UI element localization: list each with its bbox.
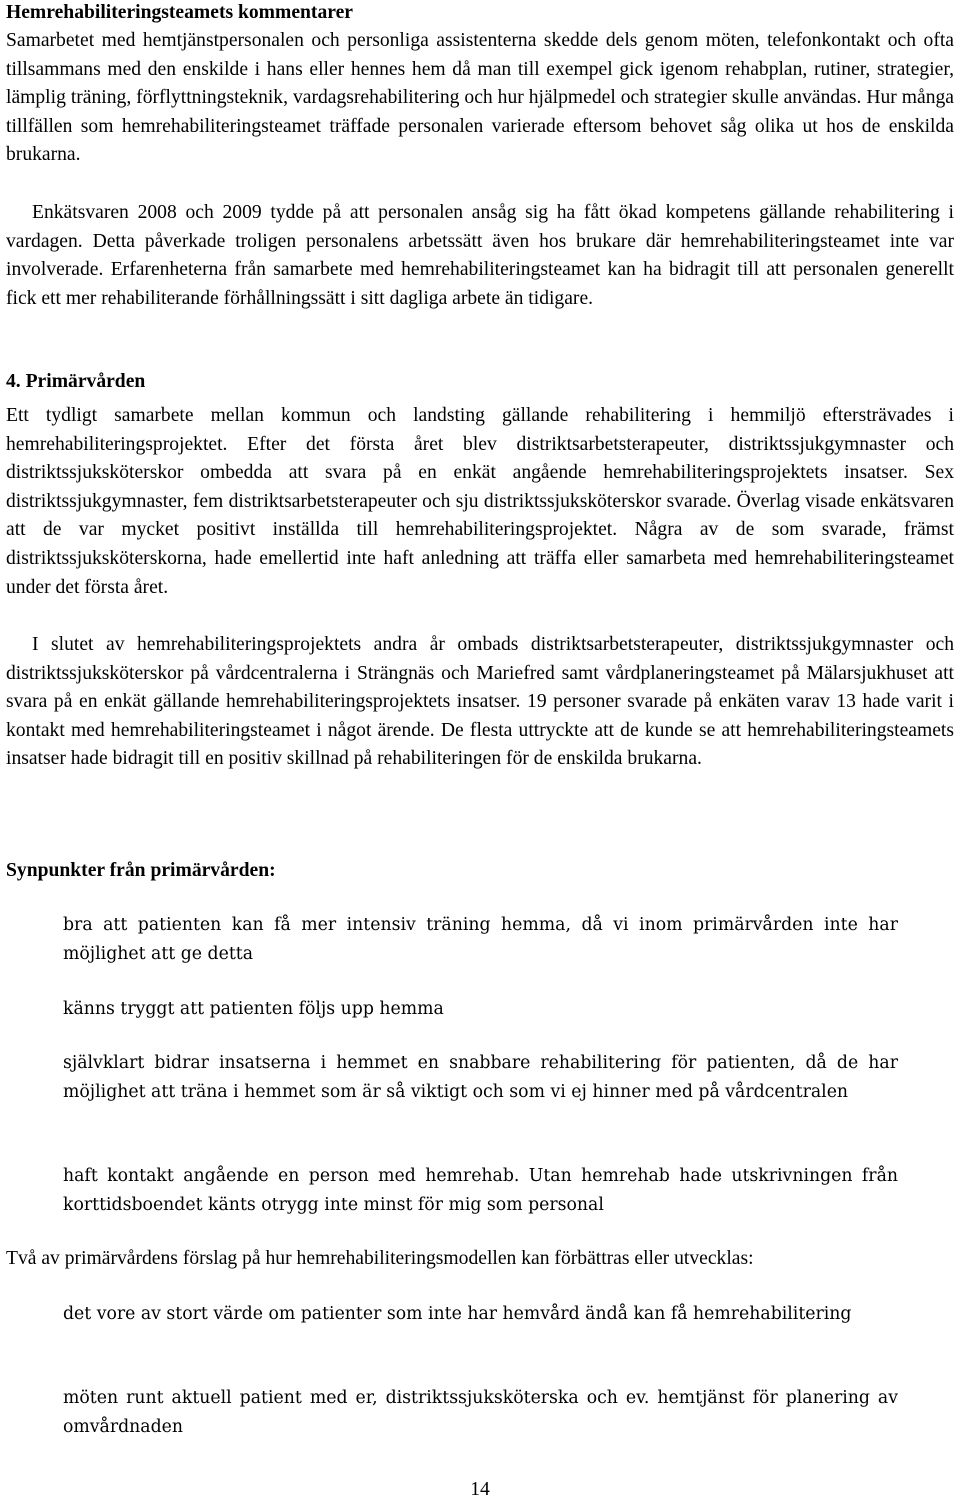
paragraph-comments-1: Samarbetet med hemtjänstpersonalen och personliga assistenterna skedde dels genom möten, telefonkontakt och ofta tillsammans med den enskilde i hans eller hennes hem då man till exempel gick igenom rehabplan, rutiner, strategier, lämplig träning, förflyttningsteknik, vardagsrehabilitering och hur hjälpmedel och strategier skulle användas. Hur många tillfällen som hemrehabiliteringsteamet träffade personalen varierade eftersom behovet såg olika ut hos de enskilda brukarna. (6, 30, 954, 166)
quote-item: möten runt aktuell patient med er, distriktssjuksköterska och ev. hemtjänst för planering av omvårdnaden (63, 1388, 898, 1437)
quote-item: känns tryggt att patienten följs upp hemma (63, 999, 444, 1019)
quote-item: bra att patienten kan få mer intensiv träning hemma, då vi inom primärvården inte har möjlighet att ge detta (63, 915, 898, 964)
section-heading-primary-care: 4. Primärvården (6, 371, 146, 392)
page-number: 14 (470, 1479, 490, 1500)
viewpoints-heading: Synpunkter från primärvården: (6, 860, 276, 881)
section-heading-comments: Hemrehabiliteringsteamets kommentarer (6, 2, 353, 23)
paragraph-primary-care-2: I slutet av hemrehabiliteringsprojektets andra år ombads distriktsarbetsterapeuter, distriktssjukgymnaster och distriktssjuksköterskor på vårdcentralerna i Strängnäs och Mariefred samt vårdplaneringsteamet på Mälarsjukhuset att svara på en enkät gällande hemrehabiliteringsprojektets insatser. 19 personer svarade på enkäten varav 13 hade varit i kontakt med hemrehabiliteringsteamet i något ärende. De flesta uttryckte att de kunde se att hemrehabiliteringsteamets insatser hade bidragit till en positiv skillnad på rehabiliteringen för de enskilda brukarna. (6, 634, 954, 770)
quote-item: det vore av stort värde om patienter som inte har hemvård ändå kan få hemrehabilitering (63, 1304, 852, 1324)
suggestions-intro: Två av primärvårdens förslag på hur hemrehabiliteringsmodellen kan förbättras eller utvecklas: (6, 1248, 754, 1269)
paragraph-primary-care-1: Ett tydligt samarbete mellan kommun och landsting gällande rehabilitering i hemmiljö eftersträvades i hemrehabiliteringsprojektet. Efter det första året blev distriktsarbetsterapeuter, distriktssjukgymnaster och distriktssjuksköterskor ombedda att svara på en enkät angående hemrehabiliteringsprojektets insatser. Sex distriktssjukgymnaster, fem distriktsarbetsterapeuter och sju distriktssjuksköterskor svarade. Överlag visade enkätsvaren att de var mycket positivt inställda till hemrehabiliteringsprojektet. Några av de som svarade, främst distriktssjuksköterskorna, hade emellertid inte haft anledning att träffa eller samarbeta med hemrehabiliteringsteamet under det första året. (6, 405, 954, 598)
quote-item: haft kontakt angående en person med hemrehab. Utan hemrehab hade utskrivningen från korttidsboendet känts otrygg inte minst för mig som personal (63, 1166, 898, 1215)
paragraph-comments-2: Enkätsvaren 2008 och 2009 tydde på att personalen ansåg sig ha fått ökad kompetens gällande rehabilitering i vardagen. Detta påverkade troligen personalens arbetssätt även hos brukare där hemrehabiliteringsteamet inte var involverade. Erfarenheterna från samarbete med hemrehabiliteringsteamet kan ha bidragit till att personalen generellt fick ett mer rehabiliterande förhållningssätt i sitt dagliga arbete än tidigare. (6, 202, 954, 309)
quote-item: självklart bidrar insatserna i hemmet en snabbare rehabilitering för patienten, då de har möjlighet att träna i hemmet som är så viktigt och som vi ej hinner med på vårdcentralen (63, 1053, 898, 1102)
